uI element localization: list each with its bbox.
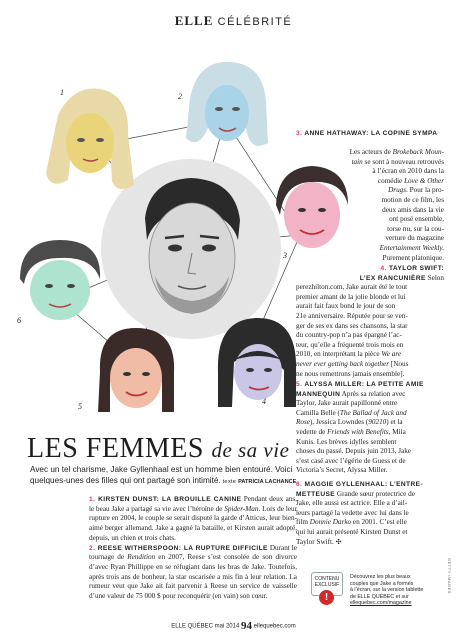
text-line: ) et la [386, 418, 403, 427]
text-line: s’est casé avec l’égérie de Guess et de [296, 456, 406, 465]
text-line: Love & Other [404, 176, 444, 185]
section-6-heading-2: METTEUSE [296, 490, 336, 498]
text-line: Taylor Swift. ✣ [296, 537, 342, 546]
text-line: Brokeback Moun- [392, 148, 444, 156]
section-3 [296, 129, 444, 139]
text-line: 2010, en interprétant la pièce [296, 350, 382, 359]
text-line: vedette de [296, 427, 328, 436]
text-line: [Nous [389, 359, 409, 368]
text-line: film [296, 518, 310, 527]
text-line: aurait fait faux bond le jour de son [296, 302, 396, 311]
byline-name: PATRICIA LACHANCE [238, 478, 297, 485]
text-line: 21e anniversaire. Réputée pour se ven- [296, 311, 408, 320]
portrait-number-2: 2 [178, 92, 182, 101]
text-line: Kunis. Les brèves idylles semblent [296, 437, 397, 446]
title-sub: de sa vie [211, 438, 290, 462]
text-line: ger de ses ex dans ses chansons, la star [296, 321, 408, 330]
section-1-number: 1. [89, 496, 96, 503]
text-line: Purement platonique. [382, 253, 444, 262]
portrait-4 [212, 312, 302, 412]
section-6-number: 6. [296, 481, 303, 488]
exclusive-line-2: EXCLUSIF [314, 582, 340, 588]
text-line: Les acteurs de [349, 148, 393, 156]
text-line: never ever getting back together [296, 359, 389, 368]
section-6-heading: MAGGIE GYLLENHAAL: L’ENTRE- [304, 481, 424, 488]
page-number: 94 [241, 620, 252, 632]
text-line: . Pour la pro- [406, 186, 444, 195]
section-1-text-2: . Lors de leur rupture en 2004, le couple se serait disputé la garde d’Atticus, leur bien-aimé berger allemand. Jake a gagné la bataille, et Kirsten aurait adopté, depuis, un chien et trois chats. [89, 504, 297, 542]
text-line: comédie [377, 176, 405, 185]
section-4 [296, 264, 444, 379]
text-line: Grande sœur protectrice de [335, 489, 415, 498]
text-line: Rose [296, 418, 310, 427]
text-line: leurs partagé la vedette avec lui dans le [296, 508, 409, 517]
portrait-2 [180, 58, 272, 158]
section-1-text-italic: Spider-Man [224, 504, 259, 513]
text-line: tain [351, 157, 363, 166]
text-line: deux amis dans la vie [382, 205, 444, 214]
section-1-heading: KIRSTEN DUNST: LA BROUILLE CANINE [98, 496, 242, 503]
text-line: à l’écran en 2010 dans la [372, 167, 444, 176]
text-line: , Mila [388, 427, 406, 436]
text-line: Découvrez les plus beaux [350, 574, 411, 580]
text-line: en 2001. C’est elle [351, 518, 407, 527]
text-line: motion de ce film, les [381, 195, 444, 204]
section-4-heading: TAYLOR SWIFT: [388, 265, 444, 272]
section-2-text: Durant le tournage de [89, 543, 297, 562]
sections-1-2 [89, 495, 297, 602]
section-3-heading: ANNE HATHAWAY: LA COPINE SYMPA [304, 130, 438, 137]
exclusive-line-1: CONTENU [314, 576, 340, 582]
intro-line-1: Avec un tel charisme, Jake Gyllenhaal est un homme bien entouré. Voici [30, 465, 293, 474]
text-line: teur, qu’elle a fréquenté trois mois en [296, 340, 404, 349]
text-line: We are [381, 350, 402, 359]
section-2-number: 2. [89, 544, 96, 552]
page-title [27, 433, 289, 465]
exclusive-description [350, 574, 445, 607]
byline-label: texte [220, 478, 239, 485]
text-line: Friends with Benefits [327, 427, 389, 436]
text-line: The Ballad of Jack and [339, 408, 407, 417]
brand-logo: ELLE [174, 13, 214, 28]
photo-credit: GETTY IMAGES [447, 558, 452, 594]
text-line: se sont à nouveau retrouvés [362, 157, 444, 166]
text-line: couples que Jake a formés [350, 580, 414, 587]
portrait-5 [92, 322, 180, 417]
footer-magazine: ELLE QUÉBEC mai 2014 [171, 623, 240, 630]
section-3-number: 3. [296, 130, 303, 137]
page-footer [0, 620, 467, 632]
section-3-body [296, 148, 444, 263]
text-line: Victoria’s Secret, Alyssa Miller. [296, 466, 388, 475]
portrait-number-3: 3 [283, 251, 287, 260]
text-line: Selon [427, 273, 444, 282]
section-5-heading: ALYSSA MILLER: LA PETITE AMIE [304, 381, 424, 388]
magazine-link[interactable]: ellequebec.com/magazine [350, 600, 412, 607]
portrait-6 [12, 234, 108, 330]
text-line: du country-pop n’a pas épargné l’ac- [296, 331, 402, 340]
exclamation-icon: ! [319, 590, 334, 605]
section-2-text-italic: Rendition [127, 553, 156, 562]
text-line: qui lui aurait présenté Kirsten Dunst et [296, 527, 408, 536]
text-line: choses du passé. Depuis juin 2013, Jake [296, 447, 411, 456]
section-6 [296, 480, 444, 547]
text-line: torse nu, sur la cou- [387, 224, 444, 233]
text-line: Après sa relation avec [340, 389, 406, 398]
intro [30, 465, 303, 488]
section-5 [296, 380, 444, 476]
portrait-number-1: 1 [60, 88, 64, 97]
intro-line-2: quelques-unes des filles qui ont partagé son intimité. [30, 475, 221, 485]
section-4-heading-2: L’EX RANCUNIÈRE [359, 274, 426, 282]
portrait-number-5: 5 [78, 402, 82, 411]
section-5-heading-2: MANNEQUIN [296, 390, 341, 398]
text-line: Jake, elle aussi est actrice. Elle a d’ail- [296, 499, 408, 508]
section-label: CÉLÉBRITÉ [217, 16, 293, 28]
text-line: à l’écran, sur la version tablette [350, 587, 424, 594]
text-line: de ELLE QUÉBEC et sur [350, 593, 409, 600]
text-line: premier amant de la jolie blonde et lui [296, 292, 406, 301]
text-line: ne nous remettrons jamais ensemble]. [296, 369, 405, 378]
section-5-number: 5. [296, 381, 303, 388]
title-main: LES FEMMES [27, 433, 204, 464]
portrait-1 [38, 85, 138, 200]
section-2-heading: REESE WITHERSPOON: LA RUPTURE DIFFICILE [97, 544, 268, 552]
text-line: Drugs [388, 186, 407, 195]
text-line: Entertainment Weekly. [379, 243, 444, 252]
text-line: Donnie Darko [309, 518, 352, 527]
text-line: 90210 [368, 418, 387, 427]
text-line: ), Jessica Lowndes ( [309, 418, 369, 427]
text-line: Taylor, Jake aurait papillonné entre [296, 399, 398, 408]
text-line: Camilla Belle ( [296, 408, 340, 417]
text-line: verture du magazine [385, 234, 444, 243]
text-line: perezhilton.com, Jake aurait été le tout [296, 283, 408, 292]
footer-site: ellequebec.com [253, 623, 296, 630]
section-1-text: Pendant deux ans, le beau Jake a partagé sa vie avec l’héroïne de [89, 495, 297, 513]
portrait-number-4: 4 [262, 397, 266, 406]
section-2-text-2: en 2007, Reese s’est consolée de son divorce d’avec Ryan Phillippe en se réfugiant dans les bras de Jake. Toutefois, après trois ans de bonheur, la star oscarisée a mis fin à leur relation. La rumeur veut que Jake ait fait parvenir à Reese un service de vaisselle d’une valeur de 75 000 $ pour reconquérir (en vain) son cœur. [89, 553, 297, 601]
text-line: ont posé ensemble, [389, 215, 444, 224]
portrait-number-6: 6 [17, 316, 21, 325]
section-4-number: 4. [380, 265, 387, 272]
